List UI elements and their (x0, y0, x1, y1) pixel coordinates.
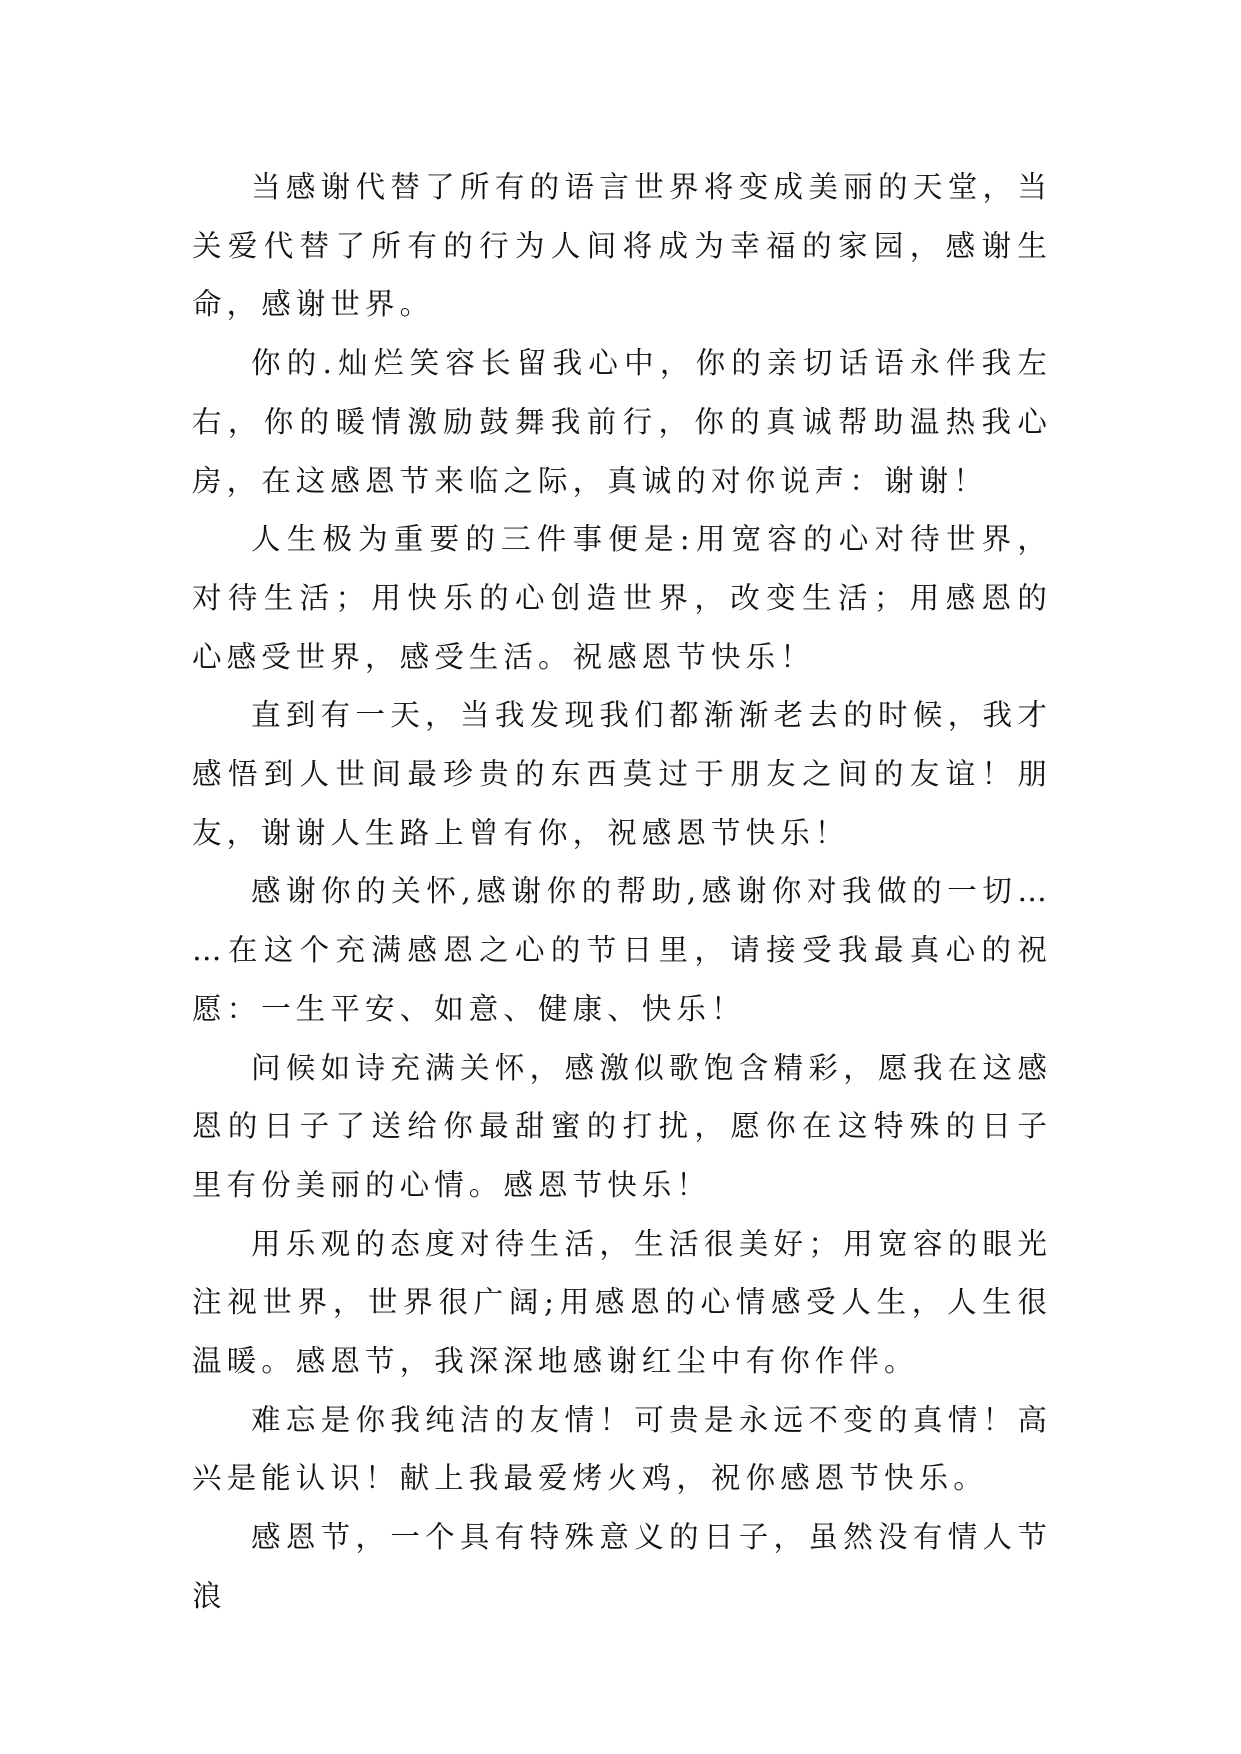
paragraph-5: 感谢你的关怀,感谢你的帮助,感谢你对我做的一切……在这个充满感恩之心的节日里，请接受我最真心的祝愿：一生平安、如意、健康、快乐！ (192, 874, 1052, 1026)
paragraph-4: 直到有一天，当我发现我们都渐渐老去的时候，我才感悟到人世间最珍贵的东西莫过于朋友之间的友谊！朋友，谢谢人生路上曾有你，祝感恩节快乐！ (192, 698, 1052, 850)
paragraph-6: 问候如诗充满关怀，感激似歌饱含精彩，愿我在这感恩的日子了送给你最甜蜜的打扰，愿你在这特殊的日子里有份美丽的心情。感恩节快乐！ (192, 1050, 1052, 1202)
paragraph-2: 你的.灿烂笑容长留我心中，你的亲切话语永伴我左右，你的暖情激励鼓舞我前行，你的真诚帮助温热我心房，在这感恩节来临之际，真诚的对你说声：谢谢！ (192, 346, 1052, 498)
paragraph-8: 难忘是你我纯洁的友情！可贵是永远不变的真情！高兴是能认识！献上我最爱烤火鸡，祝你感恩节快乐。 (192, 1402, 1052, 1496)
paragraph-3: 人生极为重要的三件事便是:用宽容的心对待世界，对待生活；用快乐的心创造世界，改变生活；用感恩的心感受世界，感受生活。祝感恩节快乐！ (192, 522, 1052, 674)
paragraph-1: 当感谢代替了所有的语言世界将变成美丽的天堂，当关爱代替了所有的行为人间将成为幸福的家园，感谢生命，感谢世界。 (192, 170, 1052, 322)
paragraph-7: 用乐观的态度对待生活，生活很美好；用宽容的眼光注视世界，世界很广阔;用感恩的心情感受人生，人生很温暖。感恩节，我深深地感谢红尘中有你作伴。 (192, 1226, 1052, 1379)
document-body (192, 158, 1052, 1626)
paragraph-9: 感恩节，一个具有特殊意义的日子，虽然没有情人节浪 (192, 1520, 1052, 1613)
